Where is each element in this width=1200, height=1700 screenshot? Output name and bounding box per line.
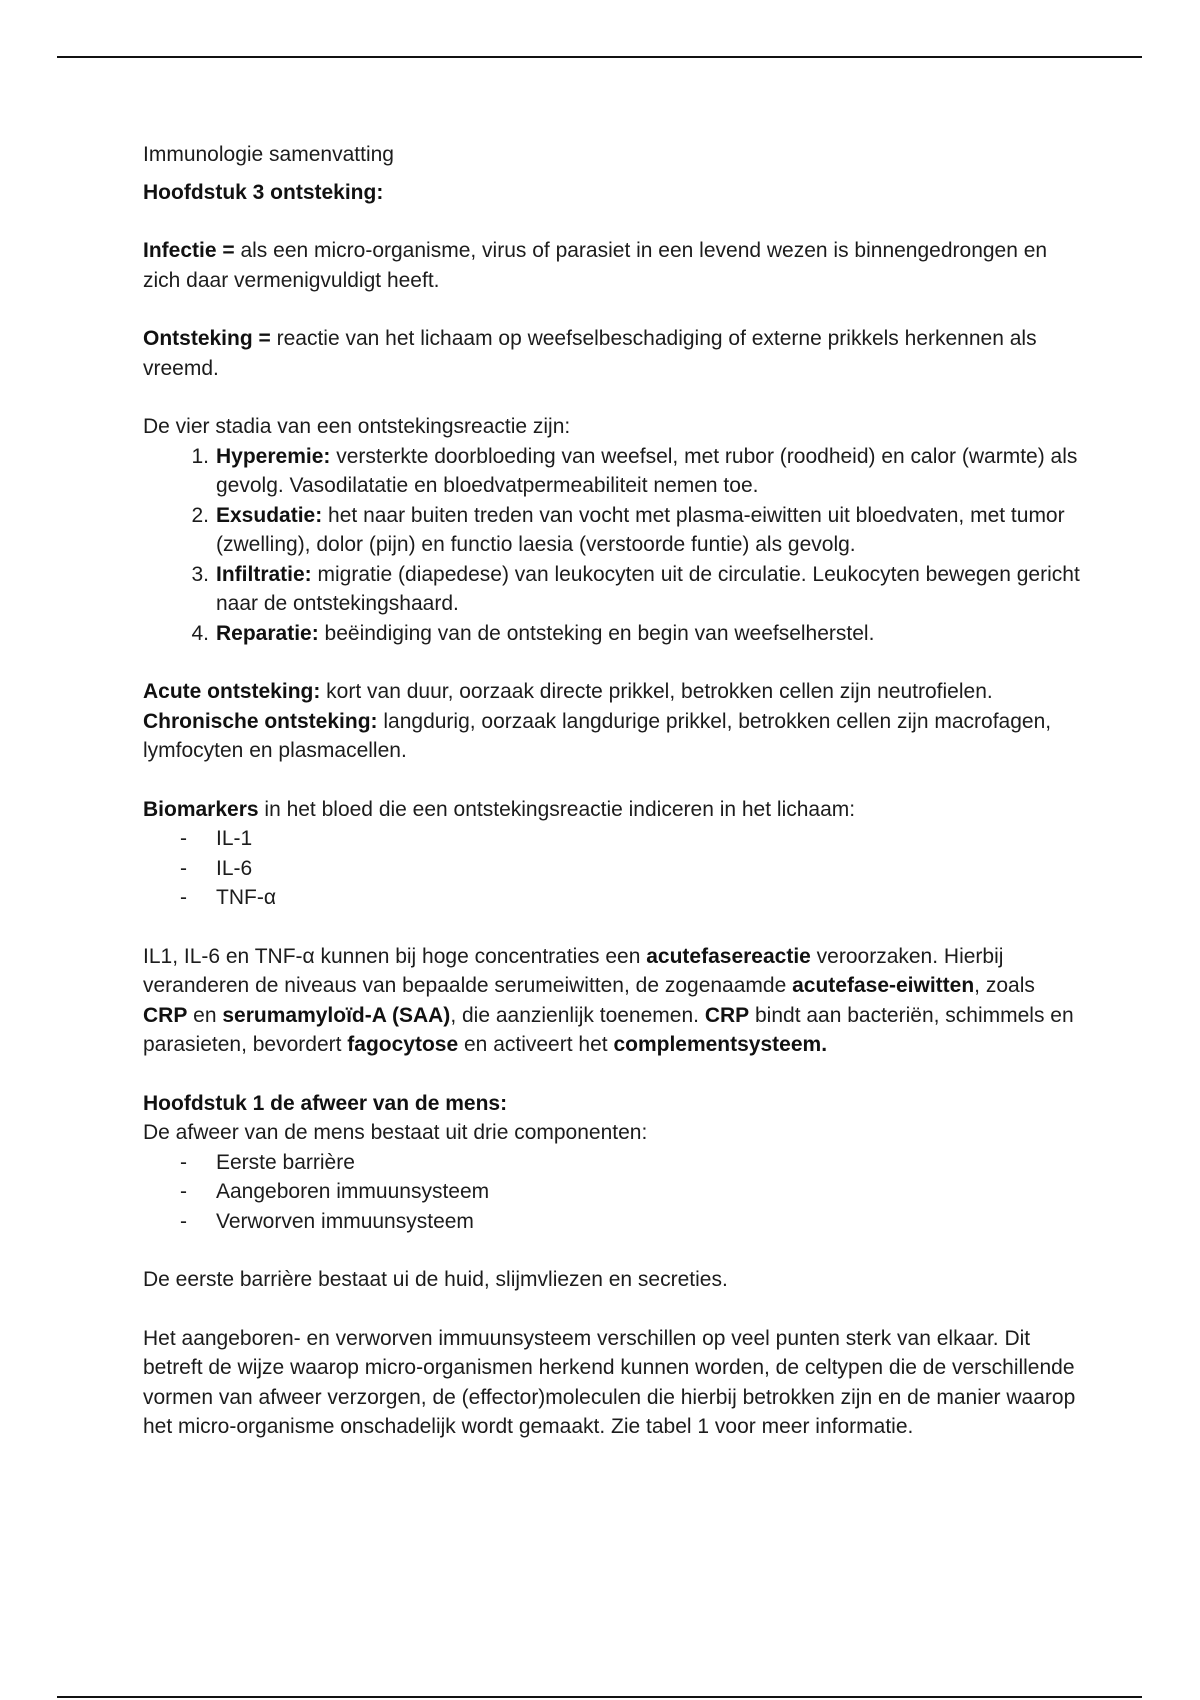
document-body bbox=[143, 140, 1083, 1442]
ontsteking-definition: Ontsteking = reactie van het lichaam op weefselbeschadiging of externe prikkels herkennen als vreemd. bbox=[143, 327, 1037, 380]
acute-ontsteking: Acute ontsteking: kort van duur, oorzaak directe prikkel, betrokken cellen zijn neutrofielen. bbox=[143, 680, 993, 703]
list-item: 3. Infiltratie: migratie (diapedese) van leukocyten uit de circulatie. Leukocyten bewegen gericht naar de ontstekingshaard. bbox=[191, 562, 1080, 615]
acute-phase-paragraph: IL1, IL-6 en TNF-α kunnen bij hoge concentraties een acutefasereactie veroorzaken. Hierbij veranderen de niveaus van bepaalde serumeiwitten, de zogenaamde acutefase-eiwitten, zoals CRP en serumamyloïd-A (SAA), die aanzienlijk toenemen. CRP bindt aan bacteriën, schimmels en parasieten, bevordert fagocytose en activeert het complementsysteem. bbox=[143, 944, 1074, 1056]
components-intro: De afweer van de mens bestaat uit drie componenten: bbox=[143, 1121, 648, 1144]
footer-rule bbox=[57, 1696, 1142, 1698]
list-item: - IL-1 bbox=[180, 827, 253, 850]
list-item: - IL-6 bbox=[180, 856, 253, 880]
list-item: - Verworven immuunsysteem bbox=[180, 1209, 474, 1233]
list-item: - Aangeboren immuunsysteem bbox=[180, 1180, 490, 1203]
chapter-1-heading: Hoofdstuk 1 de afweer van de mens: bbox=[143, 1091, 508, 1115]
biomarkers-list bbox=[143, 824, 1083, 913]
chronische-ontsteking: Chronische ontsteking: langdurig, oorzaak langdurige prikkel, betrokken cellen zijn macrofagen, lymfocyten en plasmacellen. bbox=[143, 709, 1052, 762]
list-item: 2. Exsudatie: het naar buiten treden van vocht met plasma-eiwitten uit bloedvaten, met tumor (zwelling), dolor (pijn) en functio laesia (verstoorde funtie) als gevolg. bbox=[191, 503, 1065, 556]
comparison-paragraph: Het aangeboren- en verworven immuunsysteem verschillen op veel punten sterk van elkaar. Dit betreft de wijze waarop micro-organismen herkend kunnen worden, de celtypen die de verschillende vormen van afweer verzorgen, de (effector)moleculen die hierbij betrokken zijn en de manier waarop het micro-organisme onschadelijk wordt gemaakt. Zie tabel 1 voor meer informatie. bbox=[143, 1326, 1076, 1438]
list-item: 4. Reparatie: beëindiging van de ontsteking en begin van weefselherstel. bbox=[191, 621, 875, 645]
barrier-paragraph: De eerste barrière bestaat ui de huid, slijmvliezen en secreties. bbox=[143, 1268, 728, 1291]
list-item: - Eerste barrière bbox=[180, 1150, 355, 1174]
infectie-definition: Infectie = als een micro-organisme, virus of parasiet in een levend wezen is binnengedrongen en zich daar vermenigvuldigt heeft. bbox=[143, 239, 1048, 292]
chapter-3-heading: Hoofdstuk 3 ontsteking: bbox=[143, 180, 384, 204]
stages-intro: De vier stadia van een ontstekingsreactie zijn: bbox=[143, 415, 571, 438]
ontsteking-term: Ontsteking = bbox=[143, 327, 271, 350]
list-item: - TNF-α bbox=[180, 886, 276, 909]
document-title: Immunologie samenvatting bbox=[143, 143, 394, 166]
components-list bbox=[143, 1148, 1083, 1237]
list-item: 1. Hyperemie: versterkte doorbloeding van weefsel, met rubor (roodheid) en calor (warmte) als gevolg. Vasodilatatie en bloedvatpermeabiliteit nemen toe. bbox=[191, 444, 1078, 497]
header-rule bbox=[57, 56, 1142, 58]
stages-list bbox=[143, 442, 1083, 649]
infectie-term: Infectie = bbox=[143, 239, 235, 262]
biomarkers-intro: Biomarkers in het bloed die een ontstekingsreactie indiceren in het lichaam: bbox=[143, 797, 856, 821]
